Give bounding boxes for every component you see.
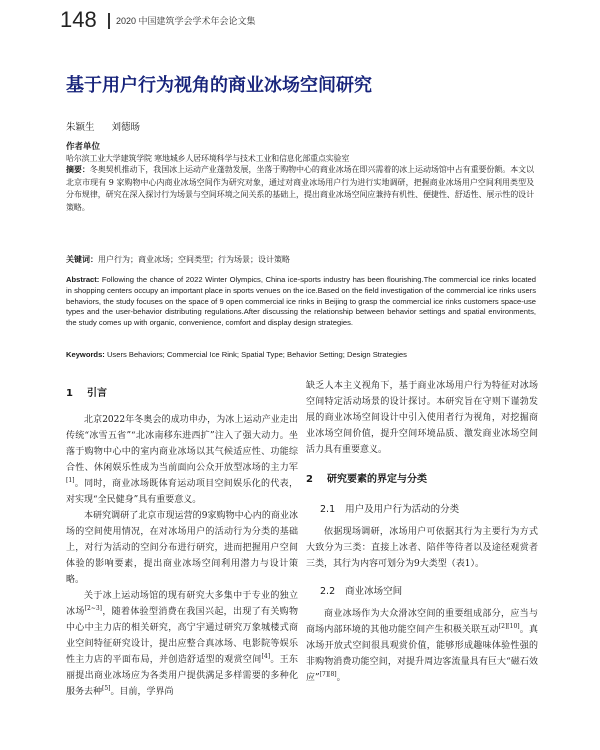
body-paragraph: 依据现场调研，冰场用户可依据其行为主要行为方式大致分为三类：直接上冰者、陪伴等待者以及途径观赏者三类，其行为内容可划分为9大类型（表1）。 bbox=[306, 527, 538, 569]
page-number: 148 bbox=[60, 7, 97, 32]
author-name: 刘德旸 bbox=[111, 122, 141, 133]
body-paragraph: 本研究调研了北京市现运营的9家购物中心内的商业冰场的空间使用情况，在对冰场用户的活动行为分类的基础上，对行为活动的空间分布进行研究，进而把握用户空间体验的影响要素，提出商业冰场空间利用潜力与设计策略。 bbox=[66, 511, 298, 585]
keywords-text: 用户行为；商业冰场；空间类型；行为场景；设计策略 bbox=[98, 255, 290, 264]
keywords-text: Users Behaviors; Commercial Ice Rink; Spatial Type; Behavior Setting; Design Strategies bbox=[106, 350, 407, 359]
author-list bbox=[66, 121, 154, 134]
abstract-text: Following the chance of 2022 Winter Olympics, China ice-sports industry has been flourishing.The commercial ice rinks located in shopping centers occupy an important place in sports venues on the ice.Based on the field investigation of the commercial ice rinks users behaviors, the study focuses on the space of 9 open commercial ice rinks in Beijing to grasp the commercial ice rinks customers space-use types and the user-behavior distributing regulations.After discussing the relationship between behavior settings and spatial environments, the study comes up with organic, convenience, comfort and display design strategies. bbox=[66, 275, 536, 328]
paper-title: 基于用户行为视角的商业冰场空间研究 bbox=[66, 75, 372, 96]
body-column-left bbox=[66, 380, 298, 700]
abstract-english bbox=[66, 275, 536, 329]
affiliation-text: 哈尔滨工业大学建筑学院 寒地城乡人居环境科学与技术工业和信息化部重点实验室 bbox=[66, 154, 350, 163]
citation: [2~3] bbox=[84, 605, 103, 612]
author-name: 朱颖生 bbox=[66, 122, 95, 133]
affiliation-label: 作者单位 bbox=[66, 142, 101, 152]
keywords-label: 关键词： bbox=[66, 254, 98, 264]
body-paragraph: 北京2022年冬奥会的成功申办，为冰上运动产业走出传统“冰雪五省”“北冰南移东进西扩”注入了强大动力。坐落于购物中心中的室内商业冰场以其气候适应性、功能综合性、休闲娱乐性成为当前面向公众开放型冰场的主力军[1]。同时，商业冰场既体育运动项目空间娱乐化的代表，对实现“全民健身”具有重要意义。 bbox=[66, 415, 298, 505]
body-paragraph: 缺乏人本主义视角下，基于商业冰场用户行为特征对冰场空间特定活动场景的设计探讨。本研究旨在守则下谨勃发展的商业冰场空间设计中引入使用者行为视角，对挖掘商业冰场空间价值，提升空间环境品质、激发商业冰场空间活力具有重要意义。 bbox=[306, 381, 538, 455]
abstract-label: Abstract: bbox=[66, 275, 100, 284]
body-column-right bbox=[306, 378, 538, 686]
conference-name: 2020 中国建筑学会学术年会论文集 bbox=[116, 16, 256, 26]
keywords-english bbox=[66, 349, 536, 360]
body-paragraph: 商业冰场作为大众滑冰空间的重要组成部分，应当与商场内部环境的其他功能空间产生积极关联互动[2][10]。真冰场开放式空间很具观赏价值，能够形成趣味体验性强的非购物消费功能空间，对提升周边客流量具有巨大“磁石效应”[7][8]。 bbox=[306, 609, 538, 683]
abstract-label: 摘要： bbox=[66, 164, 90, 174]
subsection-heading: 2.2 商业冰场空间 bbox=[320, 586, 403, 597]
citation: [5] bbox=[102, 685, 111, 692]
subsection-heading: 2.1 用户及用户行为活动的分类 bbox=[320, 504, 460, 515]
citation: [1] bbox=[66, 477, 75, 484]
section-heading: 1 引言 bbox=[66, 388, 107, 399]
section-heading: 2 研究要素的界定与分类 bbox=[306, 474, 427, 485]
abstract-chinese bbox=[66, 163, 534, 214]
running-header bbox=[60, 6, 560, 34]
citation: [7][8] bbox=[319, 671, 337, 678]
body-paragraph: 关于冰上运动场馆的现有研究大多集中于专业的独立冰场[2~3]，随着体验型消费在我国兴起，出现了有关购物中心中主力店的相关研究，高宁宇通过研究万象城楼式商业空间特征研究设计，提出应整合真冰场、电影院等娱乐性主力店的平面布局，并创造舒适型的观赏空间[4]。王东丽提出商业冰场应为各类用户提供满足多样需要的多种化服务去种[5]。目前，学界尚 bbox=[66, 591, 298, 697]
abstract-text: 冬奥契机推动下，我国冰上运动产业蓬勃发展，坐落于购物中心的商业冰场在即兴需着的冰上运动场馆中占有重要份额。本文以北京市现有 9 家购物中心内商业冰场空间作为研究对象，通过对商业冰场用户行为进行实地调研，把握商业冰场用户空间利用类型及分布规律，研究在深入探讨行为场景与空间环境之间关系的基础上，提出商业冰场空间应兼持有机性、便捷性、舒适性、展示性的设计策略。 bbox=[66, 165, 534, 212]
keywords-label: Keywords: bbox=[66, 350, 105, 359]
header-divider bbox=[108, 13, 110, 29]
citation: [4] bbox=[261, 653, 271, 660]
citation: [2][10] bbox=[498, 623, 520, 630]
keywords-chinese bbox=[66, 253, 534, 266]
